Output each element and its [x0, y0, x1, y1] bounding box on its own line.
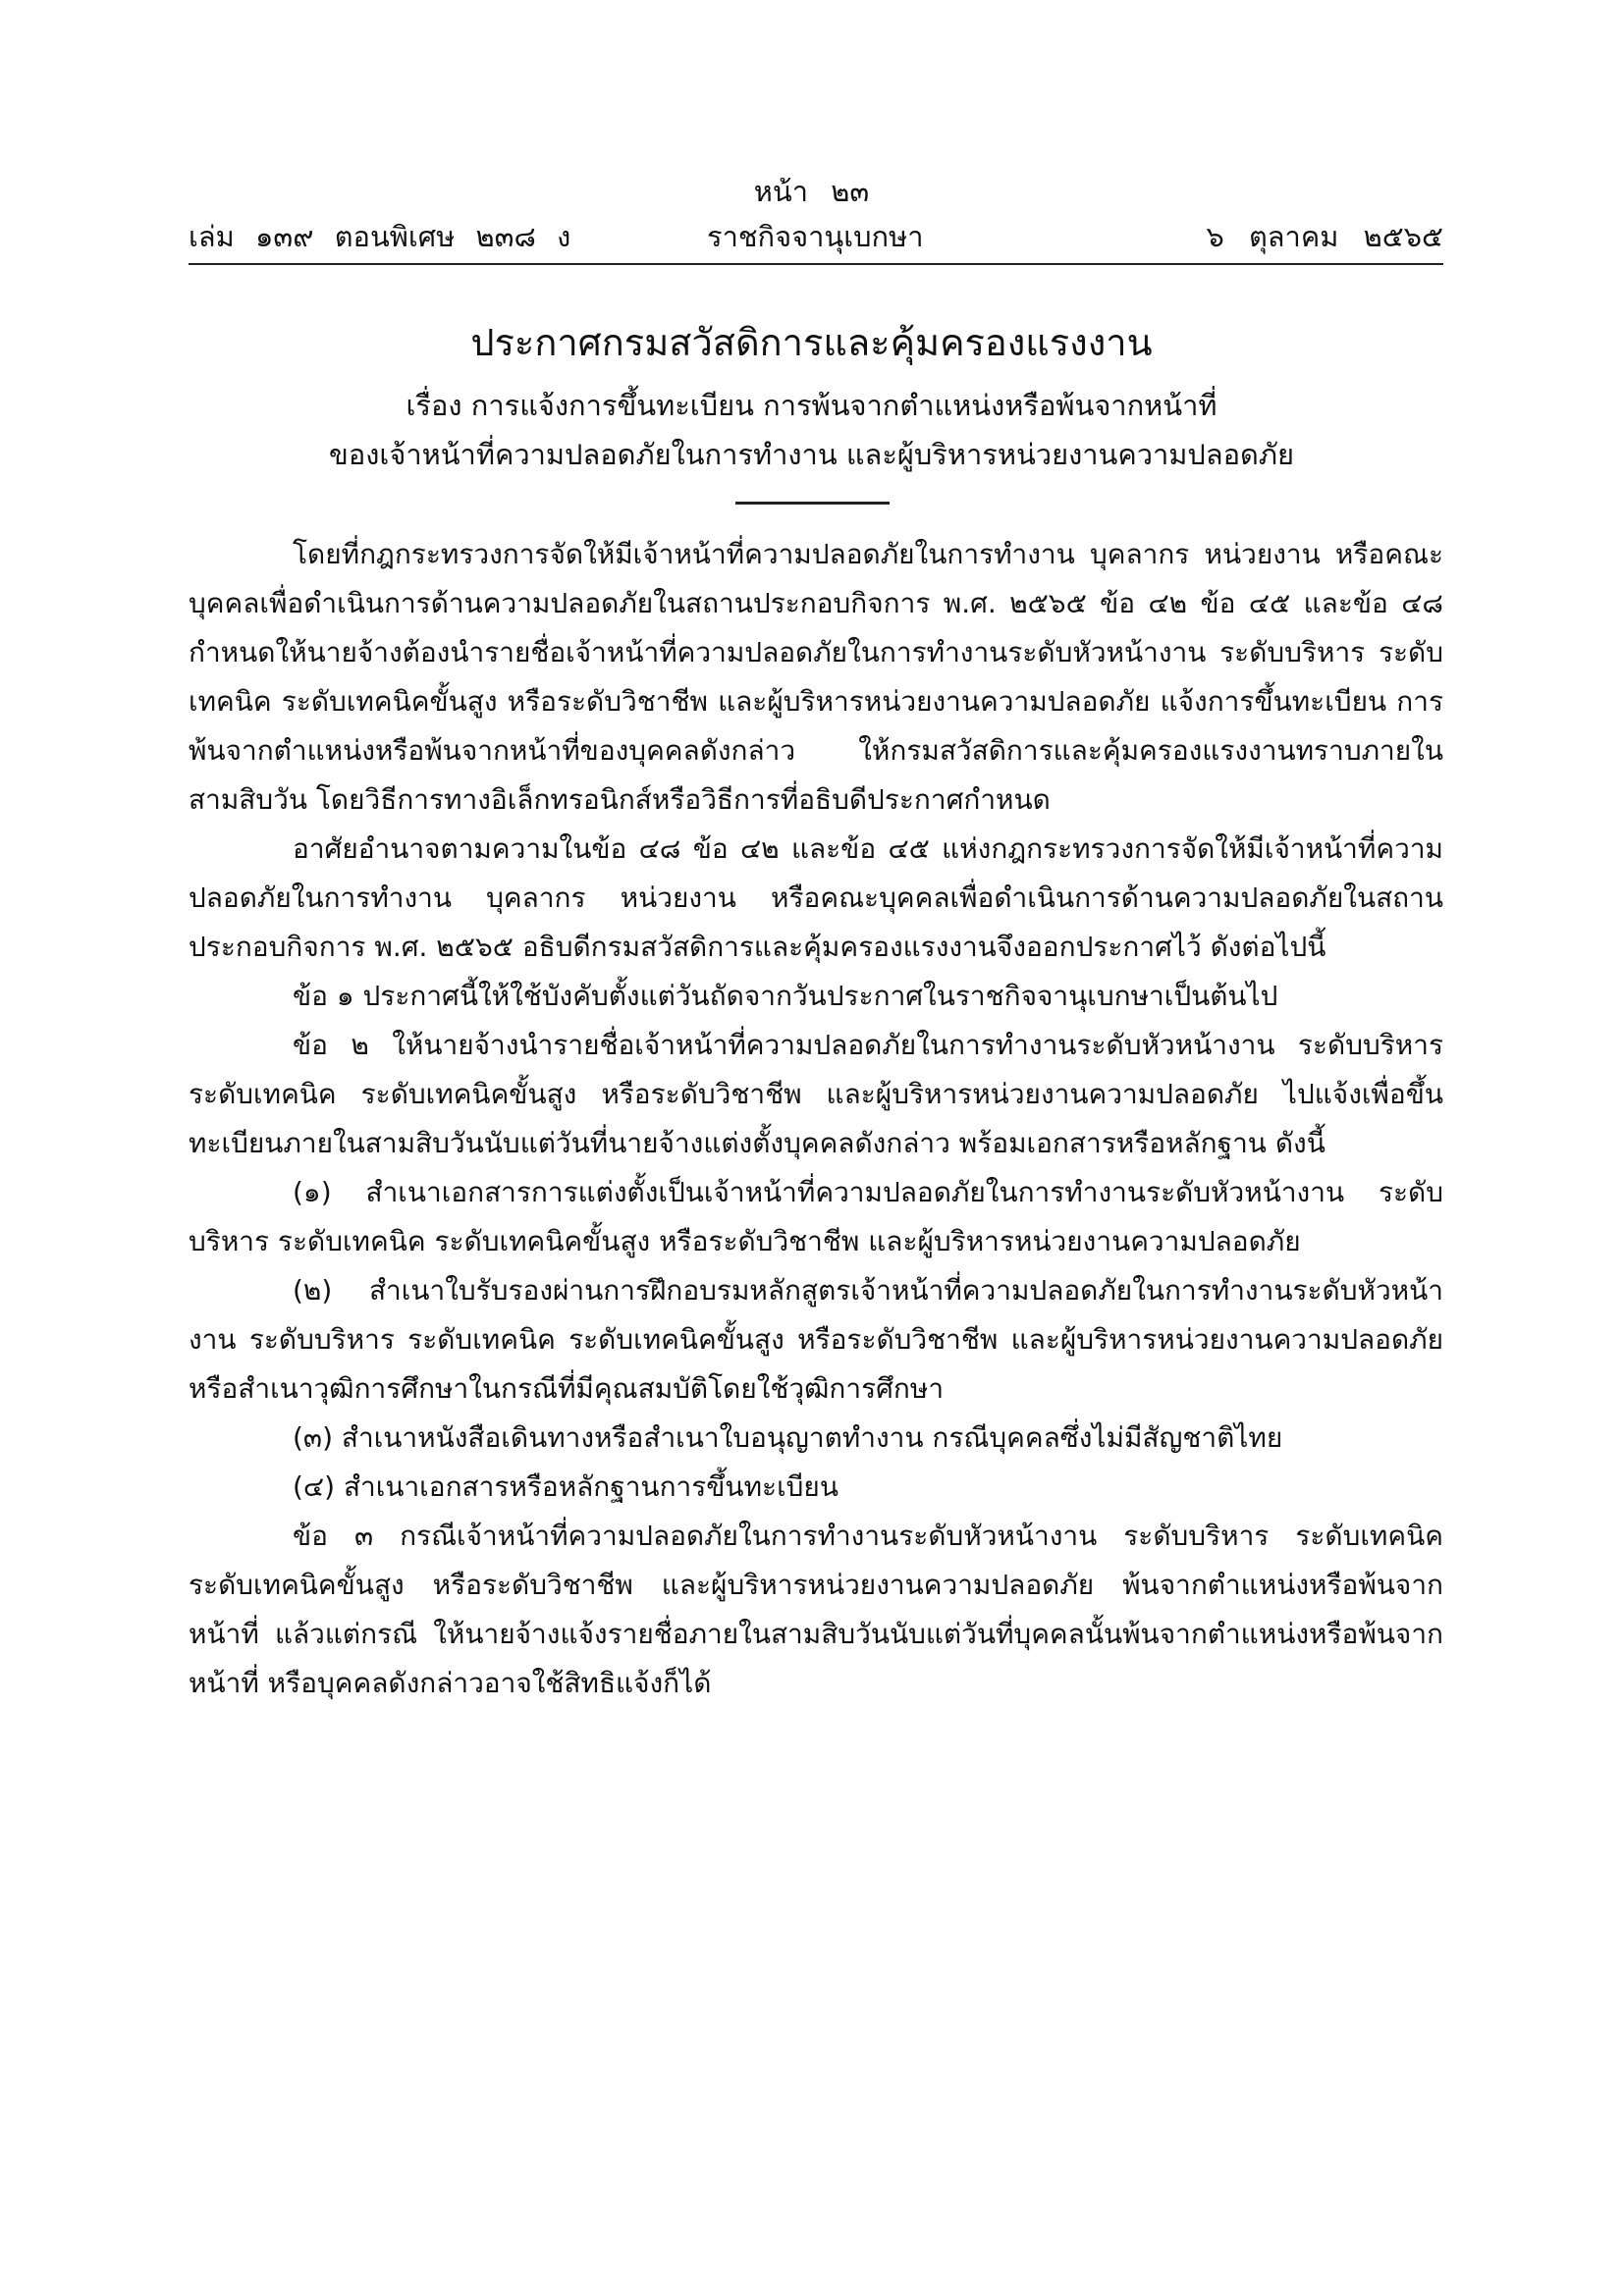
- announcement-body: [189, 530, 1443, 1708]
- authority-paragraph: อาศัยอำนาจตามความในข้อ ๔๘ ข้อ ๔๒ และข้อ ๔๕ แห่งกฎกระทรวงการจัดให้มีเจ้าหน้าที่ความปลอดภัยในการทำงาน บุคลากร หน่วยงาน หรือคณะบุคคลเพื่อดำเนินการด้านความปลอดภัยในสถานประกอบกิจการ พ.ศ. ๒๕๖๕ อธิบดีกรมสวัสดิการและคุ้มครองแรงงานจึงออกประกาศไว้ ดังต่อไปนี้: [189, 832, 1443, 963]
- announcement-title: ประกาศกรมสวัสดิการและคุ้มครองแรงงาน: [470, 321, 1153, 364]
- clause-1: ข้อ ๑ ประกาศนี้ให้ใช้บังคับตั้งแต่วันถัดจากวันประกาศในราชกิจจานุเบกษาเป็นต้นไป: [293, 980, 1278, 1012]
- publication-name: ราชกิจจานุเบกษา: [707, 220, 924, 253]
- clause-3: ข้อ ๓ กรณีเจ้าหน้าที่ความปลอดภัยในการทำงานระดับหัวหน้างาน ระดับบริหาร ระดับเทคนิค ระดับเทคนิคขั้นสูง หรือระดับวิชาชีพ และผู้บริหารหน่วยงานความปลอดภัย พ้นจากตำแหน่งหรือพ้นจากหน้าที่ แล้วแต่กรณี ให้นายจ้างแจ้งรายชื่อภายในสามสิบวันนับแต่วันที่บุคคลนั้นพ้นจากตำแหน่งหรือพ้นจากหน้าที่ หรือบุคคลดังกล่าวอาจใช้สิทธิแจ้งก็ได้: [189, 1520, 1443, 1699]
- volume-issue: เล่ม ๑๓๙ ตอนพิเศษ ๒๓๘ ง: [189, 220, 571, 253]
- clause-2-item-4: (๔) สำเนาเอกสารหรือหลักฐานการขึ้นทะเบียน: [293, 1470, 839, 1503]
- page-number: หน้า ๒๓: [753, 175, 870, 208]
- title-divider: [735, 502, 890, 505]
- clause-2-item-2: (๒) สำเนาใบรับรองผ่านการฝึกอบรมหลักสูตรเจ้าหน้าที่ความปลอดภัยในการทำงานระดับหัวหน้างาน ระดับบริหาร ระดับเทคนิค ระดับเทคนิคขั้นสูง หรือระดับวิชาชีพ และผู้บริหารหน่วยงานความปลอดภัย หรือสำเนาวุฒิการศึกษาในกรณีที่มีคุณสมบัติโดยใช้วุฒิการศึกษา: [189, 1274, 1443, 1405]
- clause-2: ข้อ ๒ ให้นายจ้างนำรายชื่อเจ้าหน้าที่ความปลอดภัยในการทำงานระดับหัวหน้างาน ระดับบริหาร ระดับเทคนิค ระดับเทคนิคขั้นสูง หรือระดับวิชาชีพ และผู้บริหารหน่วยงานความปลอดภัย ไปแจ้งเพื่อขึ้นทะเบียนภายในสามสิบวันนับแต่วันที่นายจ้างแต่งตั้งบุคคลดังกล่าว พร้อมเอกสารหรือหลักฐาน ดังนี้: [189, 1029, 1443, 1159]
- header-divider: [189, 263, 1443, 265]
- clause-2-item-1: (๑) สำเนาเอกสารการแต่งตั้งเป็นเจ้าหน้าที่ความปลอดภัยในการทำงานระดับหัวหน้างาน ระดับบริหาร ระดับเทคนิค ระดับเทคนิคขั้นสูง หรือระดับวิชาชีพ และผู้บริหารหน่วยงานความปลอดภัย: [189, 1176, 1443, 1257]
- clause-2-item-3: (๓) สำเนาหนังสือเดินทางหรือสำเนาใบอนุญาตทำงาน กรณีบุคคลซึ่งไม่มีสัญชาติไทย: [293, 1421, 1283, 1454]
- gazette-header: [189, 214, 1443, 253]
- announcement-subject-line-2: ของเจ้าหน้าที่ความปลอดภัยในการทำงาน และผู้บริหารหน่วยงานความปลอดภัย: [329, 438, 1294, 471]
- preamble-paragraph: โดยที่กฎกระทรวงการจัดให้มีเจ้าหน้าที่ความปลอดภัยในการทำงาน บุคลากร หน่วยงาน หรือคณะบุคคลเพื่อดำเนินการด้านความปลอดภัยในสถานประกอบกิจการ พ.ศ. ๒๕๖๕ ข้อ ๔๒ ข้อ ๔๕ และข้อ ๔๘ กำหนดให้นายจ้างต้องนำรายชื่อเจ้าหน้าที่ความปลอดภัยในการทำงานระดับหัวหน้างาน ระดับบริหาร ระดับเทคนิค ระดับเทคนิคขั้นสูง หรือระดับวิชาชีพ และผู้บริหารหน่วยงานความปลอดภัย แจ้งการขึ้นทะเบียน การพ้นจากตำแหน่งหรือพ้นจากหน้าที่ของบุคคลดังกล่าว ให้กรมสวัสดิการและคุ้มครองแรงงานทราบภายในสามสิบวัน โดยวิธีการทางอิเล็กทรอนิกส์หรือวิธีการที่อธิบดีประกาศกำหนด: [189, 538, 1443, 816]
- announcement-subject-line-1: เรื่อง การแจ้งการขึ้นทะเบียน การพ้นจากตำแหน่งหรือพ้นจากหน้าที่: [406, 389, 1217, 422]
- publication-date: ๖ ตุลาคม ๒๕๖๕: [1206, 220, 1443, 253]
